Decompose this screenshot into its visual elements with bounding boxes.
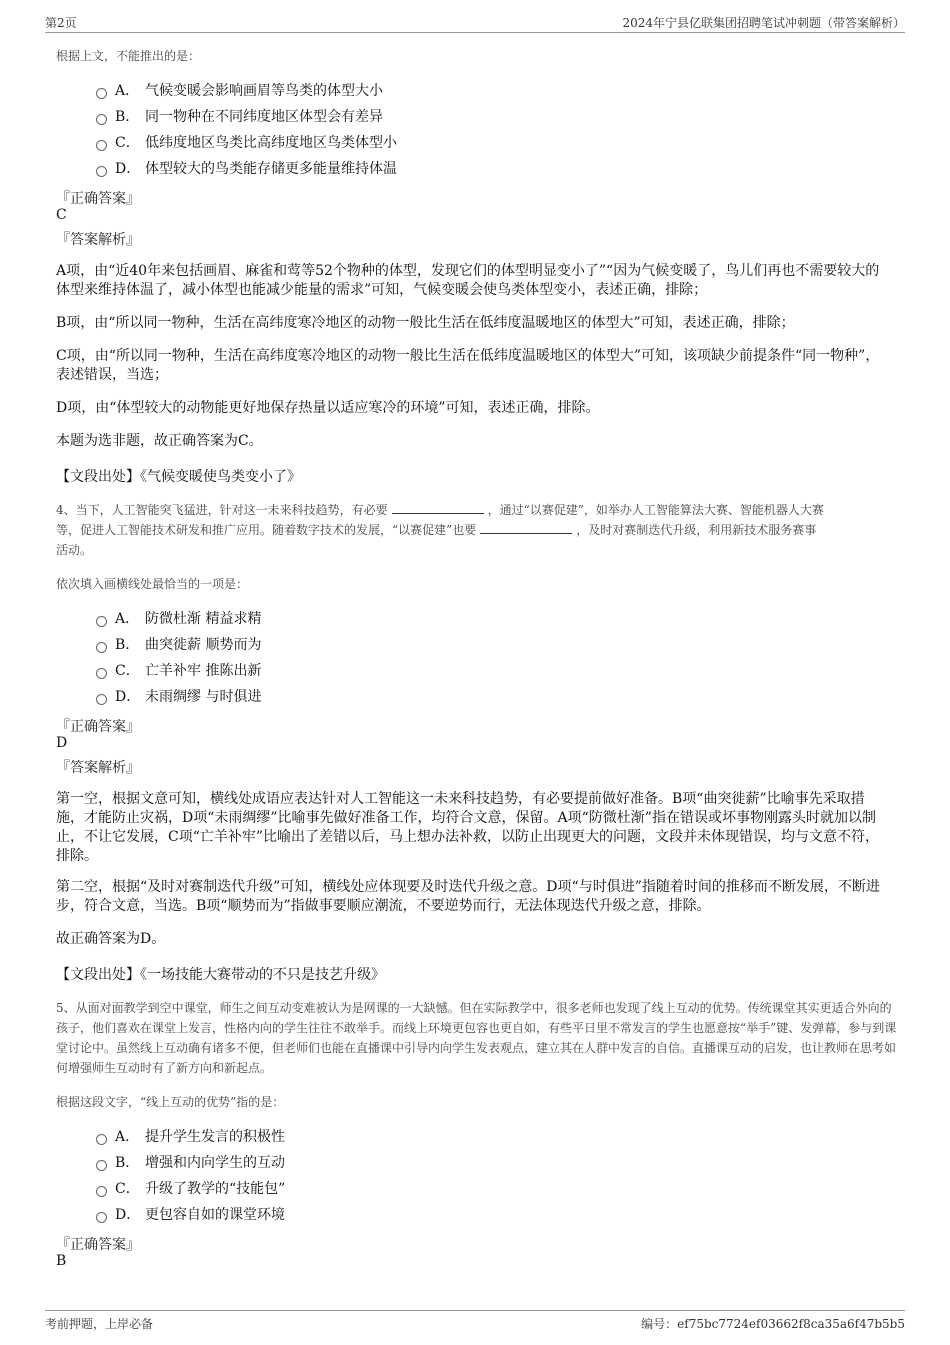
radio-icon[interactable] (96, 1160, 107, 1171)
q4-conclusion: 故正确答案为D。 (56, 931, 166, 947)
q4-analysis-second-blank: 第二空，根据“及时对赛制迭代升级”可知，横线处应体现要及时迭代升级之意。D项“与时俱进”指随着时间的推移而不断发展，不断进步，符合文意，当选。B项“顺势而为”指做事要顺应潮流，不要逆势而行，无法体现迭代升级之意，排除。 (56, 879, 880, 914)
q4-option-a[interactable]: A． 防微杜渐 精益求精 (96, 608, 261, 630)
q5-stem: 5、从面对面教学到空中课堂，师生之间互动变难被认为是网课的一大缺憾。但在实际教学中，很多老师也发现了线上互动的优势。传统课堂其实更适合外向的孩子，他们喜欢在课堂上发言，性格内向的学生往往不敢举手。而线上环境更包容也更自如，有些平日里不常发言的学生也愿意按“举手”键、发弹幕，参与到课堂讨论中。虽然线上互动确有诸多不便，但老师们也能在直播课中引导内向学生发表观点，建立其在人群中发言的自信。直播课互动的启发，也让教师在思考如何增强师生互动时有了新方向和新起点。 (56, 1001, 897, 1075)
q3-answer-label: 『正确答案』 (56, 191, 140, 207)
page-number: 第2页 (45, 16, 77, 30)
blank-1 (392, 501, 484, 514)
q3-prompt: 根据上文，不能推出的是： (56, 49, 201, 63)
q3-analysis-label: 『答案解析』 (56, 232, 140, 248)
q3-analysis-b: B项，由“所以同一物种，生活在高纬度寒冷地区的动物一般比生活在低纬度温暖地区的体型大”可知，表述正确，排除； (56, 315, 795, 331)
q4-source: 【文段出处】《一场技能大赛带动的不只是技艺升级》 (56, 967, 385, 983)
q4-answer-label: 『正确答案』 (56, 719, 140, 735)
q3-analysis-d: D项，由“体型较大的动物能更好地保存热量以适应寒冷的环境”可知，表述正确，排除。 (56, 400, 600, 416)
radio-icon[interactable] (96, 642, 107, 653)
q5-answer: B (56, 1253, 67, 1269)
radio-icon[interactable] (96, 668, 107, 679)
q4-analysis-first-blank: 第一空，根据文意可知，横线处成语应表达针对人工智能这一未来科技趋势，有必要提前做好准备。B项“曲突徙薪”比喻事先采取措施，才能防止灾祸，D项“未雨绸缪”比喻事先做好准备工作，均符合文意，保留。A项“防微杜渐”指在错误或坏事物刚露头时就加以制止，不让它发展，C项“亡羊补牢”比喻出了差错以后，马上想办法补救，以防止出现更大的问题，文段并未体现错误，均与文意不符，排除。 (56, 791, 880, 864)
q5-option-b[interactable]: B． 增强和内向学生的互动 (96, 1152, 285, 1174)
q4-analysis-label: 『答案解析』 (56, 760, 140, 776)
q3-option-a[interactable]: A． 气候变暖会影响画眉等鸟类的体型大小 (96, 80, 383, 102)
q4-option-d[interactable]: D． 未雨绸缪 与时俱进 (96, 686, 261, 708)
page-footer (45, 1310, 905, 1335)
q3-source: 【文段出处】《气候变暖使鸟类变小了》 (56, 469, 301, 485)
q4-prompt: 依次填入画横线处最恰当的一项是： (56, 577, 249, 591)
q3-option-b[interactable]: B． 同一物种在不同纬度地区体型会有差异 (96, 106, 383, 128)
radio-icon[interactable] (96, 1134, 107, 1145)
q3-conclusion: 本题为选非题，故正确答案为C。 (56, 433, 263, 449)
q4-answer: D (56, 735, 68, 751)
q3-analysis-a: A项，由“近40年来包括画眉、麻雀和莺等52个物种的体型，发现它们的体型明显变小了”“因为气候变暖了，鸟儿们再也不需要较大的体型来维持体温了，减小体型也能减少能量的需求”可知，气候变暖会使鸟类体型变小，表述正确，排除； (56, 263, 880, 298)
q4-option-b[interactable]: B． 曲突徙薪 顺势而为 (96, 634, 261, 656)
radio-icon[interactable] (96, 114, 107, 125)
blank-2 (480, 521, 572, 534)
q3-option-c[interactable]: C． 低纬度地区鸟类比高纬度地区鸟类体型小 (96, 132, 397, 154)
radio-icon[interactable] (96, 166, 107, 177)
radio-icon[interactable] (96, 694, 107, 705)
q5-answer-label: 『正确答案』 (56, 1237, 140, 1253)
q3-analysis-c: C项，由“所以同一物种，生活在高纬度寒冷地区的动物一般比生活在低纬度温暖地区的体型大”可知，该项缺少前提条件“同一物种”，表述错误，当选； (56, 348, 880, 383)
radio-icon[interactable] (96, 140, 107, 151)
document-title: 2024年宁县亿联集团招聘笔试冲刺题（带答案解析） (622, 16, 905, 30)
q4-stem: 4、当下，人工智能突飞猛进，针对这一未来科技趋势，有必要 ，通过“以赛促建”，如举办人工智能算法大赛、智能机器人大赛 等，促进人工智能技术研发和推广应用。随着数字技术的发展，“以赛促建”也要 ，及时对赛制迭代升级，利用新技术服务赛事 活动。 (56, 503, 824, 557)
footer-slogan: 考前押题，上岸必备 (45, 1317, 154, 1331)
q3-option-d[interactable]: D． 体型较大的鸟类能存储更多能量维持体温 (96, 158, 397, 180)
q5-option-a[interactable]: A． 提升学生发言的积极性 (96, 1126, 285, 1148)
document-id: 编号：ef75bc7724ef03662f8ca35a6f47b5b5 (641, 1317, 905, 1331)
radio-icon[interactable] (96, 1186, 107, 1197)
radio-icon[interactable] (96, 1212, 107, 1223)
q5-prompt: 根据这段文字，“线上互动的优势”指的是： (56, 1095, 285, 1109)
q4-option-c[interactable]: C． 亡羊补牢 推陈出新 (96, 660, 261, 682)
radio-icon[interactable] (96, 616, 107, 627)
q3-answer: C (56, 207, 67, 223)
q5-option-c[interactable]: C． 升级了教学的“技能包” (96, 1178, 285, 1200)
radio-icon[interactable] (96, 88, 107, 99)
page-header (45, 12, 905, 33)
q5-option-d[interactable]: D． 更包容自如的课堂环境 (96, 1204, 285, 1226)
